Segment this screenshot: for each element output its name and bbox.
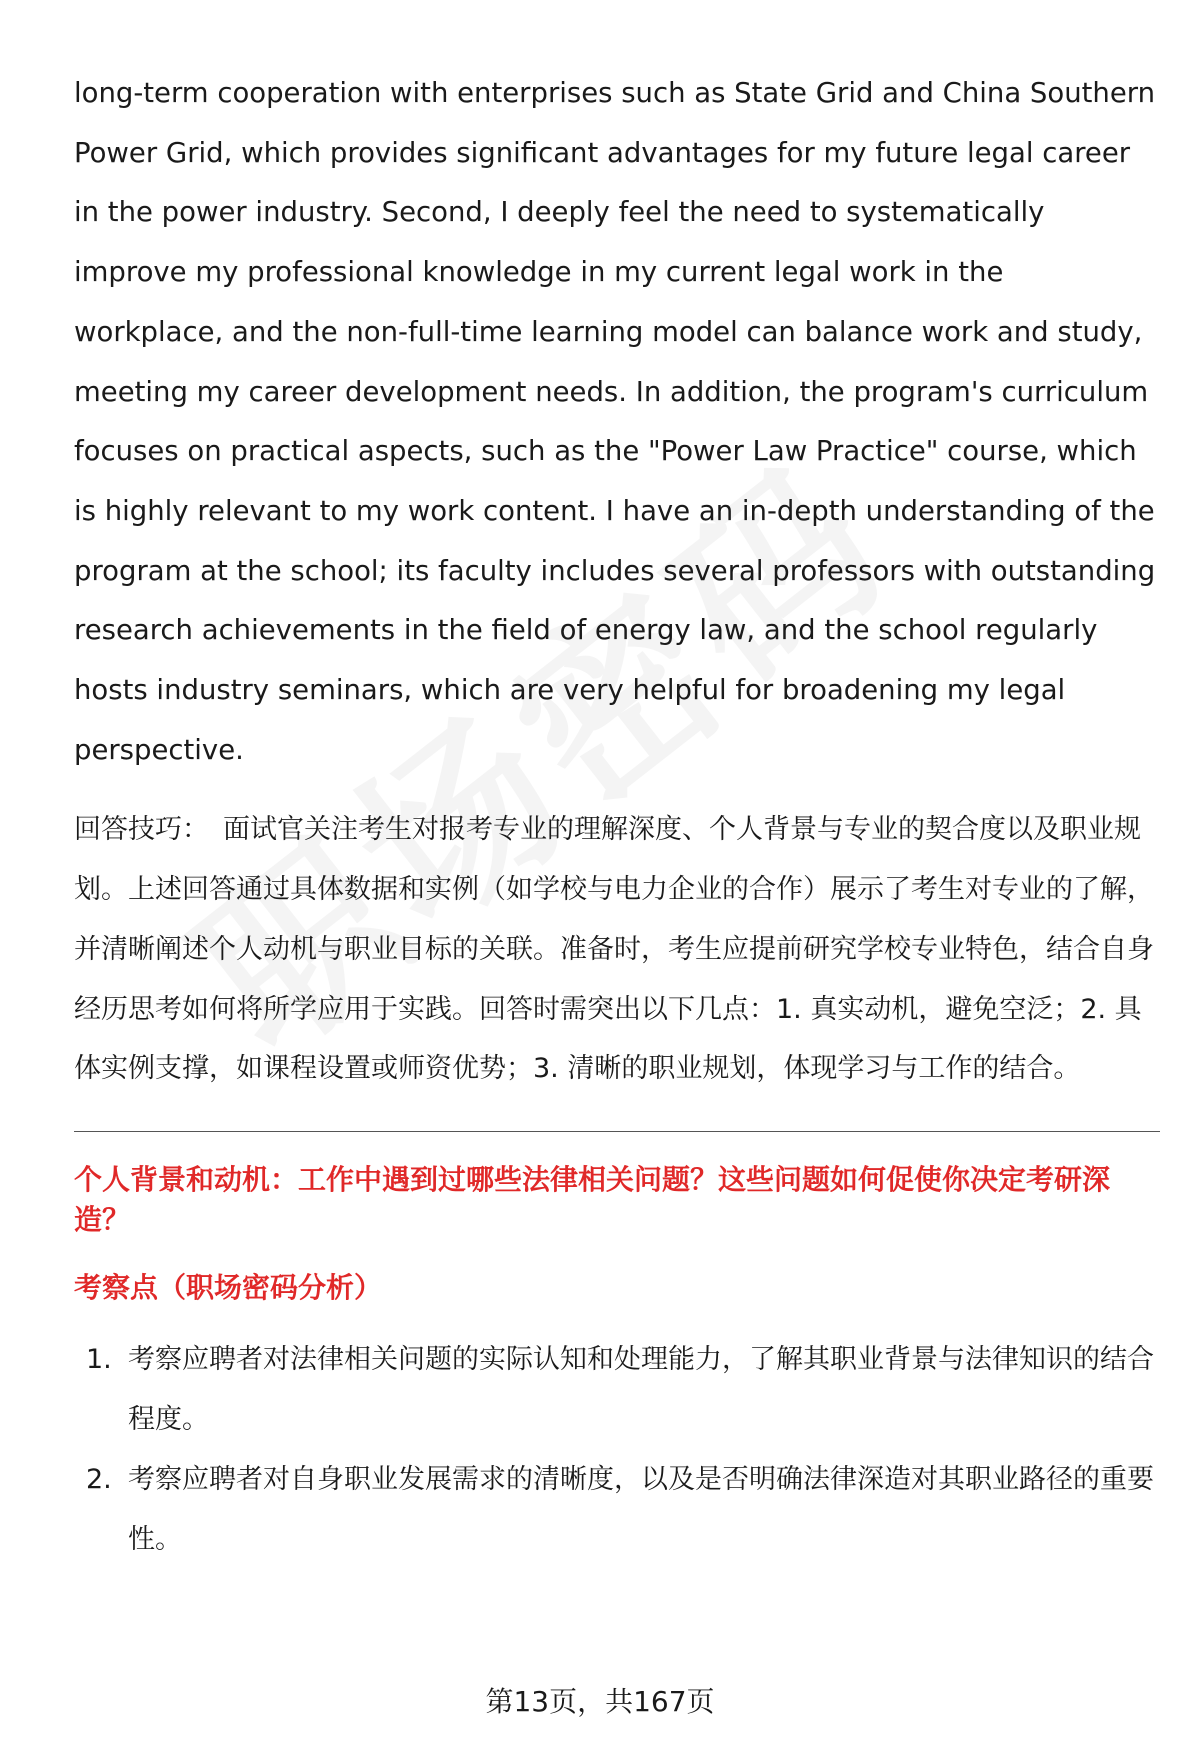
assessment-item-text: 考察应聘者对法律相关问题的实际认知和处理能力，了解其职业背景与法律知识的结合程度。	[128, 1343, 1154, 1435]
assessment-item-text: 考察应聘者对自身职业发展需求的清晰度，以及是否明确法律深造对其职业路径的重要性。	[128, 1463, 1154, 1555]
assessment-item-number: 2.	[86, 1463, 112, 1495]
english-answer-paragraph: long-term cooperation with enterprises such as State Grid and China Southern Power Grid, which provides significant advantages for my future legal career in the power industry. Second, I deeply feel the need to systematically improve my professional knowledge in my current legal work in the workplace, and the non-full-time learning model can balance work and study, meeting my career development needs. In addition, the program's curriculum focuses on practical aspects, such as the "Power Law Practice" course, which is highly relevant to my work content. I have an in-depth understanding of the program at the school; its faculty includes several professors with outstanding research achievements in the field of energy law, and the school regularly hosts industry seminars, which are very helpful for broadening my legal perspective.	[74, 77, 1156, 766]
assessment-item	[74, 1330, 1160, 1450]
interview-question: 个人背景和动机：工作中遇到过哪些法律相关问题？这些问题如何促使你决定考研深造？	[74, 1162, 1111, 1236]
page-number-footer: 第13页，共167页	[485, 1685, 715, 1718]
answer-tips-paragraph	[74, 800, 1160, 1099]
page-content	[74, 64, 1160, 1570]
answer-tips-label: 回答技巧：	[74, 814, 209, 846]
answer-tips-text: 面试官关注考生对报考专业的理解深度、个人背景与专业的契合度以及职业规划。上述回答通过具体数据和实例（如学校与电力企业的合作）展示了考生对专业的了解，并清晰阐述个人动机与职业目标的关联。准备时，考生应提前研究学校专业特色，结合自身经历思考如何将所学应用于实践。回答时需突出以下几点：1. 真实动机，避免空泛；2. 具体实例支撑，如课程设置或师资优势；3. 清晰的职业规划，体现学习与工作的结合。	[74, 814, 1154, 1085]
assessment-heading: 考察点（职场密码分析）	[74, 1270, 383, 1304]
assessment-list	[74, 1330, 1160, 1570]
section-divider	[74, 1131, 1160, 1132]
assessment-item	[74, 1450, 1160, 1570]
assessment-item-number: 1.	[86, 1343, 112, 1375]
